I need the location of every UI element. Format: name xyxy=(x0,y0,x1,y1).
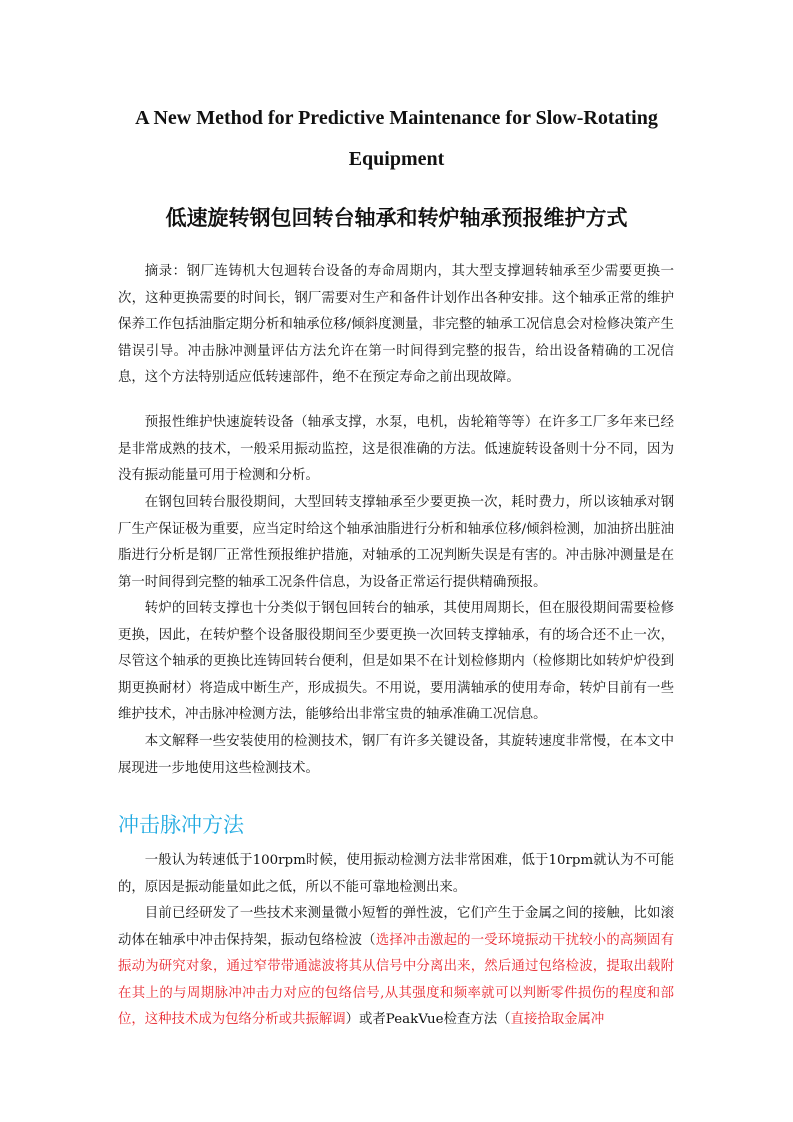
english-title-line-2: Equipment xyxy=(348,148,445,170)
paragraph-text: ）或者PeakVue检查方法（ xyxy=(345,1012,511,1027)
abstract-paragraph: 摘录：钢厂连铸机大包迴转台设备的寿命周期内，其大型支撑迴转轴承至少需要更换一次，这种更换需要的时间长，钢厂需要对生产和备件计划作出各种安排。这个轴承正常的维护保养工作包括油脂定期分析和轴承位移/倾斜度测量，非完整的轴承工况信息会对检修决策产生错误引导。冲击脉冲测量评估方法允许在第一时间得到完整的报告，给出设备精确的工况信息，这个方法特别适应低转速部件，绝不在预定寿命之前出现故障。 xyxy=(118,264,674,385)
section-paragraph: 一般认为转速低于100rpm时候，使用振动检测方法非常困难，低于10rpm就认为不可能的，原因是振动能量如此之低，所以不能可靠地检测出来。 xyxy=(118,853,674,895)
highlighted-text: 直接拾取金属冲 xyxy=(510,1012,605,1027)
body-paragraph: 在钢包回转台服役期间，大型回转支撑轴承至少要更换一次，耗时费力，所以该轴承对钢厂生产保证极为重要，应当定时给这个轴承油脂进行分析和轴承位移/倾斜检测，加油挤出脏油脂进行分析是钢厂正常性预报维护措施，对轴承的工况判断失误是有害的。冲击脉冲测量是在第一时间得到完整的轴承工况条件信息，为设备正常运行提供精确预报。 xyxy=(118,495,674,590)
body-paragraph: 本文解释一些安装使用的检测技术，钢厂有许多关键设备，其旋转速度非常慢，在本文中展现进一步地使用这些检测技术。 xyxy=(118,734,674,776)
highlighted-text: 选择冲击激起的一受环境振动干扰较小的高频固有振动为研究对象，通过窄带带通滤波将其从信号中分离出来，然后通过包络检波，提取出载附在其上的与周期脉冲冲击力对应的包络信号,从其强度和频率就可以判断零件损伤的程度和部位，这种技术成为包络分析或共振解调 xyxy=(118,932,675,1027)
paragraph-text: 目前已经研发了一些技术来测量微小短暂的弹性波，它们产生于金属之间的接触，比如滚动体在轴承中冲击保持架，振动包络检波（ xyxy=(118,906,674,948)
english-title-line-1: A New Method for Predictive Maintenance for Slow-Rotating xyxy=(135,107,658,129)
chinese-title: 低速旋转钢包回转台轴承和转炉轴承预报维护方式 xyxy=(165,206,628,230)
body-paragraph: 预报性维护快速旋转设备（轴承支撑，水泵，电机，齿轮箱等等）在许多工厂多年来已经是非常成熟的技术，一般采用振动监控，这是很准确的方法。低速旋转设备则十分不同，因为没有振动能量可用于检测和分析。 xyxy=(118,415,674,483)
body-paragraph: 转炉的回转支撑也十分类似于钢包回转台的轴承，其使用周期长，但在服役期间需要检修更换，因此，在转炉整个设备服役期间至少要更换一次回转支撑轴承，有的场合还不止一次，尽管这个轴承的更换比连铸回转台便利，但是如果不在计划检修期内（检修期比如转炉炉役到期更换耐材）将造成中断生产，形成损失。不用说，要用满轴承的使用寿命，转炉目前有一些维护技术，冲击脉冲检测方法，能够给出非常宝贵的轴承准确工况信息。 xyxy=(118,601,674,722)
section-heading: 冲击脉冲方法 xyxy=(118,813,244,837)
section-paragraph-with-highlights xyxy=(118,901,674,1034)
